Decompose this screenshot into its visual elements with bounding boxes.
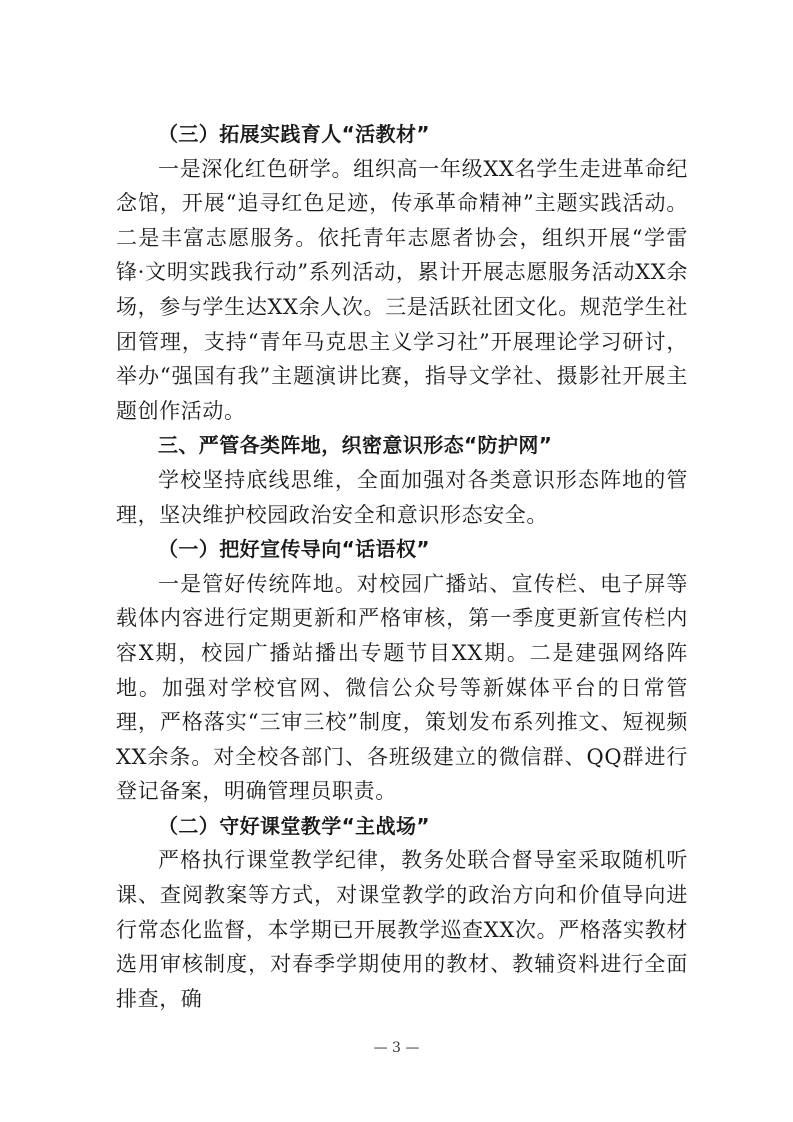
paragraph-publicity: 一是管好传统阵地。对校园广播站、宣传栏、电子屏等载体内容进行定期更新和严格审核，第一季度更新宣传栏内容X期，校园广播站播出专题节目XX期。二是建强网络阵地。加强对学校官网、微信公众号等新媒体平台的日常管理，严格落实“三审三校”制度，策划发布系列推文、短视频XX余条。对全校各部门、各班级建立的微信群、QQ群进行登记备案，明确管理员职责。 bbox=[116, 571, 688, 804]
paragraph-positions-intro: 学校坚持底线思维，全面加强对各类意识形态阵地的管理，坚决维护校园政治安全和意识形态安全。 bbox=[116, 467, 688, 527]
section-heading-positions: 三、严管各类阵地，织密意识形态“防护网” bbox=[158, 433, 553, 458]
section-heading-classroom: （二）守好课堂教学“主战场” bbox=[158, 813, 430, 838]
section-heading-publicity: （一）把好宣传导向“话语权” bbox=[158, 537, 430, 562]
page-number: — 3 — bbox=[373, 1040, 420, 1056]
body-text bbox=[116, 117, 688, 1016]
paragraph-classroom: 严格执行课堂教学纪律，教务处联合督导室采取随机听课、查阅教案等方式，对课堂教学的政治方向和价值导向进行常态化监督，本学期已开展教学巡查XX次。严格落实教材选用审核制度，对春季学期使用的教材、教辅资料进行全面排查，确 bbox=[116, 848, 688, 1011]
paragraph-practice: 一是深化红色研学。组织高一年级XX名学生走进革命纪念馆，开展“追寻红色足迹，传承革命精神”主题实践活动。二是丰富志愿服务。依托青年志愿者协会，组织开展“学雷锋·文明实践我行动”系列活动，累计开展志愿服务活动XX余场，参与学生达XX余人次。三是活跃社团文化。规范学生社团管理，支持“青年马克思主义学习社”开展理论学习研讨，举办“强国有我”主题演讲比赛，指导文学社、摄影社开展主题创作活动。 bbox=[116, 156, 688, 423]
section-heading-practice: （三）拓展实践育人“活教材” bbox=[158, 122, 430, 146]
